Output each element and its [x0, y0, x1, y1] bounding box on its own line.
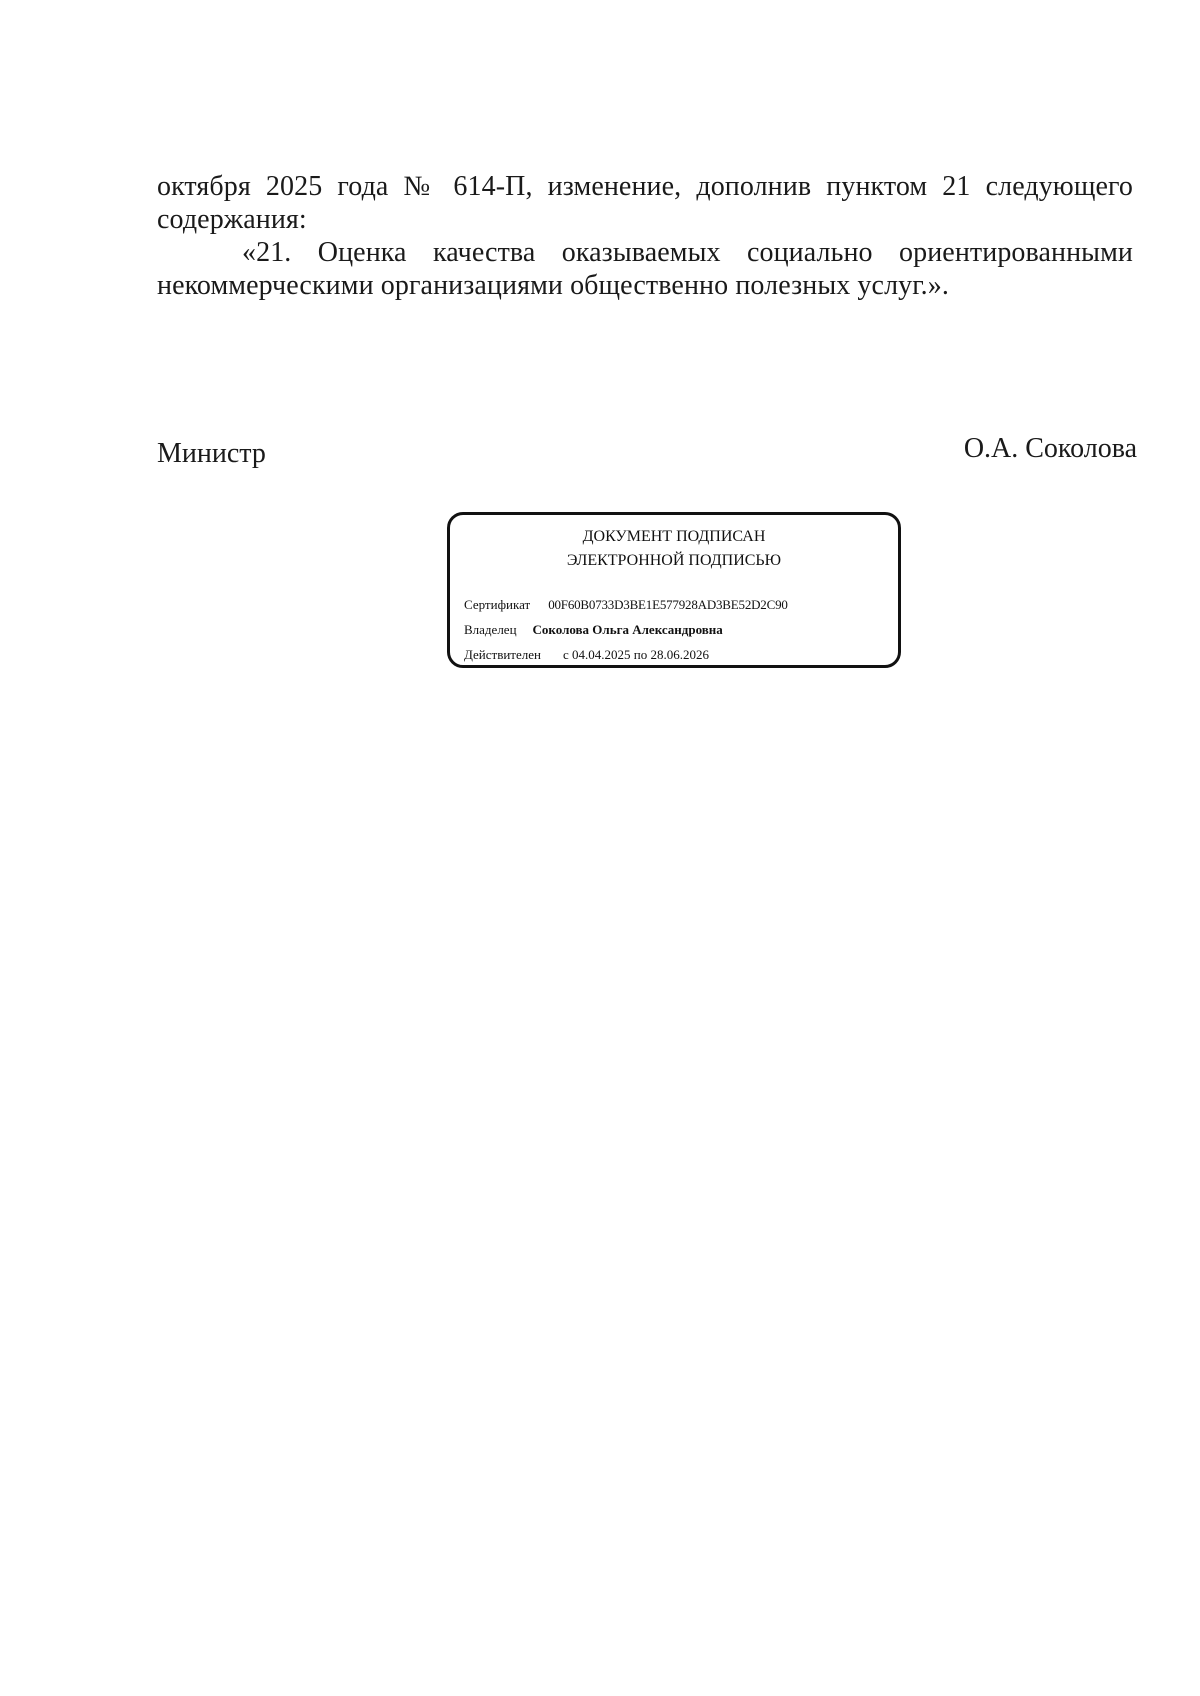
validity-value: с 04.04.2025 по 28.06.2026 — [562, 647, 709, 662]
owner-label: Владелец — [464, 622, 517, 637]
certificate-label: Сертификат — [464, 597, 531, 612]
stamp-certificate-row — [464, 597, 788, 613]
stamp-header-line: ЭЛЕКТРОННОЙ ПОДПИСЬЮ — [566, 552, 782, 569]
stamp-header — [450, 525, 898, 573]
signatory-title: Министр — [157, 438, 266, 469]
validity-label: Действителен — [464, 647, 541, 662]
stamp-owner-row — [464, 622, 723, 638]
paragraph-line: содержания: — [157, 204, 307, 235]
paragraph-line: некоммерческими организациями общественно полезных услуг.». — [157, 270, 949, 301]
document-body — [157, 170, 1133, 302]
stamp-validity-row — [464, 647, 709, 663]
paragraph-line: октября 2025 года № 614-П, изменение, дополнив пунктом 21 следующего — [157, 171, 1133, 202]
signatory-name: О.А. Соколова — [963, 433, 1137, 464]
paragraph-line: «21. Оценка качества оказываемых социально ориентированными — [242, 237, 1133, 268]
owner-value: Соколова Ольга Александровна — [532, 622, 723, 637]
electronic-signature-stamp — [447, 512, 901, 668]
certificate-value: 00F60B0733D3BE1E577928AD3BE52D2C90 — [548, 597, 788, 612]
stamp-header-line: ДОКУМЕНТ ПОДПИСАН — [582, 528, 766, 545]
